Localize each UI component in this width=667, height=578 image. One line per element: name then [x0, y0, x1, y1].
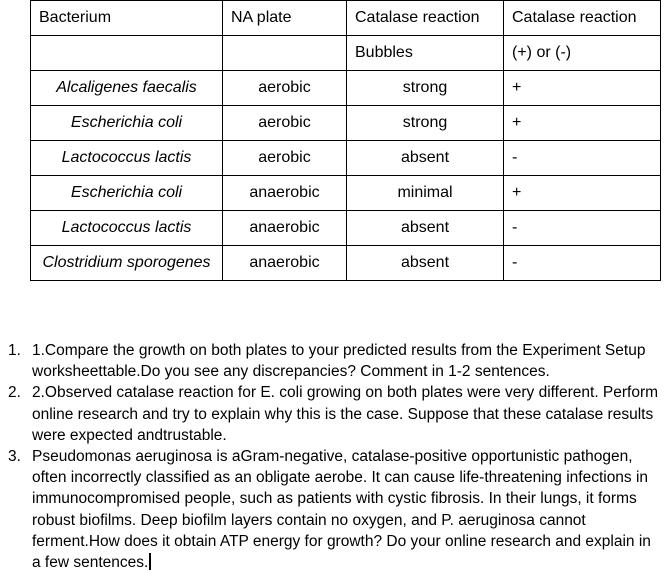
table-subheader-row: [31, 36, 661, 71]
bacterium-cell: Lactococcus lactis: [31, 141, 223, 176]
subheader-sign: (+) or (-): [504, 36, 661, 71]
subheader-bubbles: Bubbles: [347, 36, 504, 71]
table-row: [31, 71, 661, 106]
plate-cell: aerobic: [223, 141, 347, 176]
subheader-na-plate: [223, 36, 347, 71]
bubbles-cell: absent: [347, 141, 504, 176]
question-item: [0, 340, 667, 382]
question-text: 1.Compare the growth on both plates to your predicted results from the Experiment Setup worksheettable.Do you see any discrepancies? Comment in 1-2 sentences.: [32, 342, 646, 381]
plate-cell: anaerobic: [223, 176, 347, 211]
bubbles-cell: strong: [347, 71, 504, 106]
bubbles-cell: strong: [347, 106, 504, 141]
plate-cell: anaerobic: [223, 211, 347, 246]
table-row: [31, 106, 661, 141]
table-header-row: [31, 1, 661, 36]
question-list-container[interactable]: [0, 340, 667, 573]
question-text: Pseudomonas aeruginosa is aGram-negative, catalase-positive opportunistic pathogen, often incorrectly classified as an obligate aerobe. It can cause life-threatening infections in immunocompromised people, such as patients with cystic fibrosis. In their lungs, it forms robust biofilms. Deep biofilm layers contain no oxygen, and P. aeruginosa cannot ferment.How does it obtain ATP energy for growth? Do your online research and explain in a few sentences.: [32, 448, 651, 572]
question-number: 2.: [8, 384, 21, 402]
question-text: 2.Observed catalase reaction for E. coli growing on both plates were very different. Perform online research and try to explain why this is the case. Suppose that these catalase results were expected andtrustable.: [32, 384, 659, 444]
table-row: [31, 176, 661, 211]
subheader-bacterium: [31, 36, 223, 71]
plate-cell: anaerobic: [223, 246, 347, 281]
question-number: 1.: [8, 342, 21, 359]
bacterium-cell: Alcaligenes faecalis: [31, 71, 223, 106]
bacterium-cell: Escherichia coli: [31, 176, 223, 211]
header-na-plate: NA plate: [223, 1, 347, 36]
table-row: [31, 141, 661, 176]
table-row: [31, 211, 661, 246]
question-item: [0, 382, 667, 446]
header-bacterium: Bacterium: [31, 1, 223, 36]
sign-cell: +: [504, 106, 661, 141]
sign-cell: +: [504, 71, 661, 106]
question-number: 3.: [8, 448, 21, 466]
question-item: [0, 446, 667, 573]
bubbles-cell: absent: [347, 246, 504, 281]
header-catalase-bubbles: Catalase reaction: [347, 1, 504, 36]
bacterium-cell: Escherichia coli: [31, 106, 223, 141]
plate-cell: aerobic: [223, 106, 347, 141]
table-row: [31, 246, 661, 281]
text-cursor: [149, 553, 151, 570]
results-table-container: [30, 0, 660, 281]
header-catalase-sign: Catalase reaction: [504, 1, 661, 36]
bacterium-cell: Lactococcus lactis: [31, 211, 223, 246]
bubbles-cell: minimal: [347, 176, 504, 211]
sign-cell: -: [504, 211, 661, 246]
bubbles-cell: absent: [347, 211, 504, 246]
sign-cell: +: [504, 176, 661, 211]
bacterium-cell: Clostridium sporogenes: [31, 246, 223, 281]
sign-cell: -: [504, 141, 661, 176]
results-table: [30, 0, 661, 281]
sign-cell: -: [504, 246, 661, 281]
question-list: [0, 340, 667, 573]
plate-cell: aerobic: [223, 71, 347, 106]
